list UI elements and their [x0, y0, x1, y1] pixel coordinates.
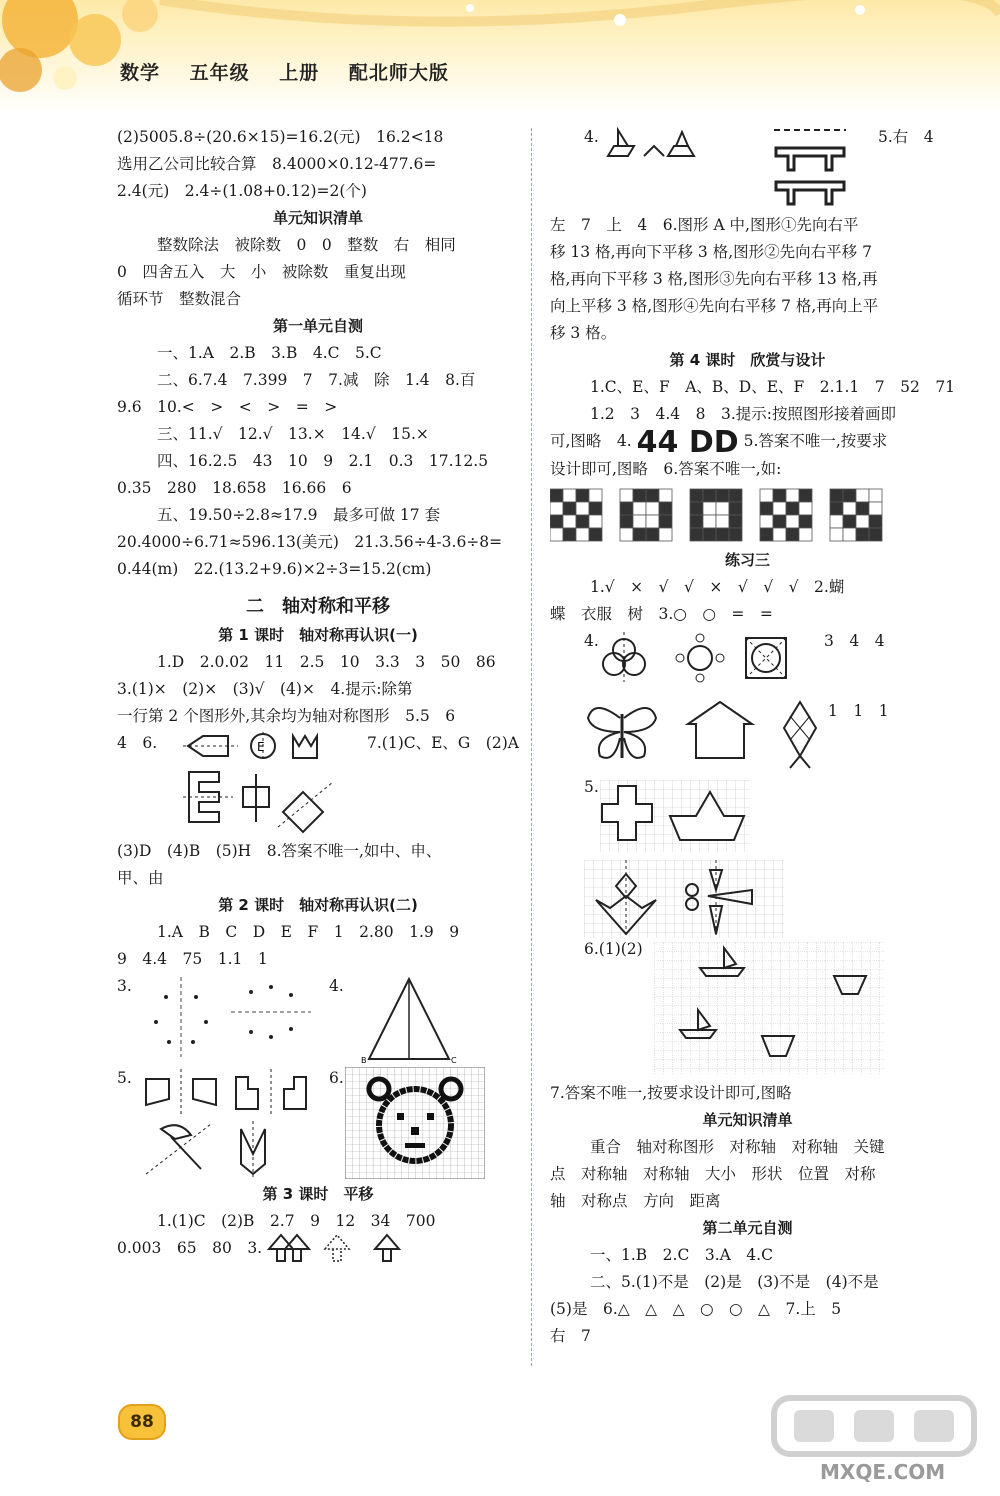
- pattern-cell: [773, 502, 786, 515]
- answer-line: (3)D (4)B (5)H 8.答案不唯一,如中、申、: [117, 842, 442, 860]
- answer-line: 点 对称轴 对称轴 大小 形状 位置 对称: [550, 1164, 876, 1183]
- pattern-cell: [589, 489, 602, 502]
- pattern-cell: [646, 528, 659, 541]
- pattern-cell: [843, 489, 856, 502]
- header-title: [120, 58, 471, 85]
- pattern-cell: [773, 515, 786, 528]
- pattern-cell: [703, 489, 716, 502]
- answer-line: 重合 轴对称图形 对称轴 对称轴 关键: [590, 1137, 885, 1156]
- answer-text: 6.(1)(2): [584, 939, 643, 958]
- symmetry-figures: [183, 732, 373, 836]
- answer-line-with-figure: [117, 1235, 519, 1262]
- pattern-cell: [856, 515, 869, 528]
- cross-boat-figures: [600, 780, 750, 852]
- answer-line: 1.A B C D E F 1 2.80 1.9 9: [157, 923, 460, 941]
- pattern-cell: [856, 528, 869, 541]
- pattern-cell: [620, 489, 633, 502]
- pattern-cell: [830, 502, 843, 515]
- butterfly-house-fish-figures: [584, 698, 834, 770]
- answer-line: 选用乙公司比较合算 8.4000×0.12-477.6=: [117, 155, 437, 173]
- answer-text: 3.: [117, 977, 132, 995]
- pattern-cell: [869, 515, 882, 528]
- pattern-cell: [620, 515, 633, 528]
- flower-decoration: [0, 0, 1000, 112]
- answer-line: 2.4(元) 2.4÷(1.08+0.12)=2(个): [117, 182, 367, 200]
- grade-label: 五年级: [189, 62, 250, 84]
- answer-line: 右 7: [550, 1326, 591, 1345]
- column-divider: [531, 128, 532, 1366]
- checker-patterns: [550, 485, 902, 545]
- pattern-cell: [799, 528, 812, 541]
- term-label: 上册: [279, 62, 320, 84]
- section-heading: 第 4 课时 欣赏与设计: [669, 351, 826, 369]
- pattern-cell: [729, 502, 742, 515]
- pattern-cell: [550, 489, 563, 502]
- pattern-cell: [646, 515, 659, 528]
- pattern-cell: [760, 502, 773, 515]
- pattern-cell: [690, 528, 703, 541]
- answer-text: 3 4 4: [824, 631, 885, 650]
- answer-line: 0 四舍五入 大 小 被除数 重复出现: [117, 263, 406, 281]
- pattern-cell: [786, 515, 799, 528]
- pattern-cell: [786, 528, 799, 541]
- pattern-cell: [830, 489, 843, 502]
- answer-text: 5.: [584, 777, 599, 796]
- translation-figures: [267, 1231, 407, 1267]
- subject-label: 数学: [120, 62, 161, 84]
- answer-text: 可,图略 4.: [550, 432, 632, 450]
- pattern-cell: [589, 528, 602, 541]
- pattern-cell: [843, 515, 856, 528]
- pattern-cell: [563, 528, 576, 541]
- figure-row: [550, 939, 945, 1080]
- pattern-cell: [633, 528, 646, 541]
- answer-line: 向上平移 3 格,图形④先向右平移 7 格,再向上平: [550, 297, 879, 315]
- pattern-cell: [830, 515, 843, 528]
- pattern-cell: [760, 528, 773, 541]
- answer-line: 一行第 2 个图形外,其余均为轴对称图形 5.5 6: [117, 707, 456, 725]
- answer-line-with-figure: [117, 730, 519, 838]
- pattern-cell: [869, 489, 882, 502]
- section-heading: 单元知识清单: [272, 209, 363, 227]
- answer-line: 3.(1)× (2)× (3)√ (4)× 4.提示:除第: [117, 680, 413, 698]
- translation-grid-figure: [654, 942, 884, 1074]
- shape-reflection-figures: [141, 1069, 331, 1177]
- pattern-cell: [563, 515, 576, 528]
- pattern-cell: [716, 489, 729, 502]
- pattern-cell: [869, 528, 882, 541]
- answer-line: (5)是 6.△ △ △ ○ ○ △ 7.上 5: [550, 1299, 842, 1318]
- pattern-cell: [690, 502, 703, 515]
- answer-line: 移 13 格,再向下平移 3 格,图形②先向右平移 7: [550, 243, 872, 261]
- answer-line: 轴 对称点 方向 距离: [550, 1191, 721, 1210]
- pattern-cell: [690, 515, 703, 528]
- dot-symmetry-figures: [141, 977, 341, 1057]
- svg-text:B: B: [361, 1056, 367, 1065]
- pattern-cell: [576, 528, 589, 541]
- pattern-cell: [703, 515, 716, 528]
- pattern-cell: [856, 489, 869, 502]
- pattern-cell: [729, 515, 742, 528]
- pattern-cell: [869, 502, 882, 515]
- pattern-cell: [716, 502, 729, 515]
- pattern-answer: 44 DD: [636, 424, 739, 460]
- page-number-badge: 88: [118, 1404, 166, 1440]
- pattern-cell: [563, 489, 576, 502]
- answer-line: 一、1.A 2.B 3.B 4.C 5.C: [157, 344, 382, 362]
- answer-text: 1 1 1: [828, 701, 889, 720]
- section-heading: 第 1 课时 轴对称再认识(一): [218, 626, 418, 644]
- pattern-cell: [550, 502, 563, 515]
- section-heading: 第 2 课时 轴对称再认识(二): [218, 896, 418, 914]
- pattern-cell: [620, 502, 633, 515]
- chapter-title: 二 轴对称和平移: [246, 596, 390, 617]
- section-heading: 练习三: [724, 550, 770, 569]
- pattern-cell: [786, 489, 799, 502]
- section-heading: 第二单元自测: [702, 1218, 793, 1237]
- figure-row: [550, 774, 945, 942]
- section-heading: 第一单元自测: [272, 317, 363, 335]
- answer-text: 7.(1)C、E、G (2)A: [367, 734, 519, 752]
- pattern-cell: [550, 528, 563, 541]
- answer-line: 三、11.√ 12.√ 13.× 14.√ 15.×: [157, 425, 429, 443]
- triangle-figure: [349, 973, 459, 1065]
- answer-line: 二、5.(1)不是 (2)是 (3)不是 (4)不是: [590, 1272, 879, 1291]
- pattern-cell: [716, 528, 729, 541]
- pattern-cell: [729, 489, 742, 502]
- answer-text: 4.: [329, 977, 344, 995]
- pattern-cell: [633, 502, 646, 515]
- section-heading: 单元知识清单: [702, 1110, 793, 1129]
- answer-line: 四、16.2.5 43 10 9 2.1 0.3 17.12.5: [157, 452, 489, 470]
- answer-text: 6.: [329, 1069, 344, 1087]
- pattern-cell: [646, 489, 659, 502]
- pixel-face-figure: [345, 1067, 485, 1179]
- answer-line: 1.C、E、F A、B、D、E、F 2.1.1 7 52 71: [590, 378, 956, 396]
- answer-line: 1.2 3 4.4 8 3.提示:按照图形接着画即: [590, 405, 897, 423]
- watermark-text: MXQE.COM: [820, 1460, 946, 1484]
- pattern-cell: [589, 515, 602, 528]
- tangram-figure: [598, 126, 708, 166]
- pattern-cell: [856, 502, 869, 515]
- answer-line: 五、19.50÷2.8≈17.9 最多可做 17 套: [157, 506, 441, 524]
- answer-line: 1.√ × √ √ × √ √ √ 2.蝴: [590, 577, 845, 596]
- answer-line: 甲、由: [117, 869, 164, 887]
- answer-text: 5.右 4: [878, 128, 934, 146]
- answer-line: 格,再向下平移 3 格,图形③先向右平移 13 格,再: [550, 270, 878, 288]
- pattern-cell: [659, 528, 672, 541]
- answer-line: 20.4000÷6.71≈596.13(美元) 21.3.56÷4-3.6÷8=: [117, 533, 503, 551]
- section-heading: 第 3 课时 平移: [262, 1185, 374, 1203]
- answer-line: 移 3 格。: [550, 324, 617, 342]
- answer-line: 左 7 上 4 6.图形 A 中,图形①先向右平: [550, 216, 859, 234]
- pattern-cell: [659, 515, 672, 528]
- answer-line: 0.35 280 18.658 16.66 6: [117, 479, 352, 497]
- answer-line: 蝶 衣服 树 3.○ ○ = =: [550, 604, 773, 623]
- pattern-cell: [633, 515, 646, 528]
- pattern-cell: [843, 502, 856, 515]
- answer-line: 整数除法 被除数 0 0 整数 右 相同: [157, 236, 456, 254]
- pattern-cell: [563, 502, 576, 515]
- answer-line: 1.D 2.0.02 11 2.5 10 3.3 3 50 86: [157, 653, 496, 671]
- pattern-cell: [799, 502, 812, 515]
- pattern-cell: [716, 515, 729, 528]
- symmetry-count-figures: [600, 630, 790, 686]
- answer-text: 5.: [117, 1069, 132, 1087]
- pattern-cell: [799, 489, 812, 502]
- pattern-cell: [659, 502, 672, 515]
- svg-text:C: C: [451, 1056, 457, 1065]
- pattern-cell: [576, 515, 589, 528]
- pattern-cell: [760, 489, 773, 502]
- pattern-cell: [703, 502, 716, 515]
- answer-line: 9.6 10.< > < > = >: [117, 398, 338, 416]
- figure-row: [550, 124, 945, 212]
- edition-label: 配北师大版: [348, 62, 449, 84]
- pattern-cell: [633, 489, 646, 502]
- answer-line: 0.44(m) 22.(13.2+9.6)×2÷3=15.2(cm): [117, 560, 432, 578]
- pattern-cell: [550, 515, 563, 528]
- pattern-cell: [786, 502, 799, 515]
- table-figures: [770, 126, 850, 210]
- pattern-cell: [620, 528, 633, 541]
- pattern-cell: [843, 528, 856, 541]
- answer-line: 一、1.B 2.C 3.A 4.C: [590, 1245, 773, 1264]
- answer-line: 二、6.7.4 7.399 7 7.减 除 1.4 8.百: [157, 371, 476, 389]
- answer-text: 4.: [584, 631, 599, 650]
- answer-text: 4 6.: [117, 734, 158, 752]
- pattern-cell: [799, 515, 812, 528]
- pattern-cell: [576, 489, 589, 502]
- pattern-cell: [773, 489, 786, 502]
- answer-line: 7.答案不唯一,按要求设计即可,图略: [550, 1083, 792, 1102]
- answer-line: 9 4.4 75 1.1 1: [117, 950, 268, 968]
- pattern-cell: [659, 489, 672, 502]
- answer-line: (2)5005.8÷(20.6×15)=16.2(元) 16.2<18: [117, 128, 444, 146]
- figure-row: [117, 1065, 519, 1181]
- pattern-cell: [830, 528, 843, 541]
- pattern-cell: [760, 515, 773, 528]
- pattern-cell: [589, 502, 602, 515]
- answer-line: 1.(1)C (2)B 2.7 9 12 34 700: [157, 1212, 436, 1230]
- answer-text: 4.: [584, 128, 599, 146]
- pattern-cell: [690, 489, 703, 502]
- answer-line: 设计即可,图略 6.答案不唯一,如:: [550, 459, 782, 478]
- pattern-cell: [729, 528, 742, 541]
- right-column: [550, 124, 956, 1350]
- figure-row: [550, 628, 945, 774]
- pattern-cell: [646, 502, 659, 515]
- pattern-cell: [703, 528, 716, 541]
- answer-text: 0.003 65 80 3.: [117, 1239, 263, 1257]
- header-banner: [0, 0, 1000, 112]
- figure-row: [117, 973, 519, 1065]
- flower-dragonfly-figures: [584, 860, 784, 938]
- left-column: [117, 124, 519, 1262]
- pattern-cell: [773, 528, 786, 541]
- svg-text:E: E: [257, 740, 265, 754]
- answer-line-with-figure: [550, 424, 945, 460]
- pattern-cell: [576, 502, 589, 515]
- answer-line: 循环节 整数混合: [117, 290, 242, 308]
- answer-text: 5.答案不唯一,按要求: [743, 432, 888, 450]
